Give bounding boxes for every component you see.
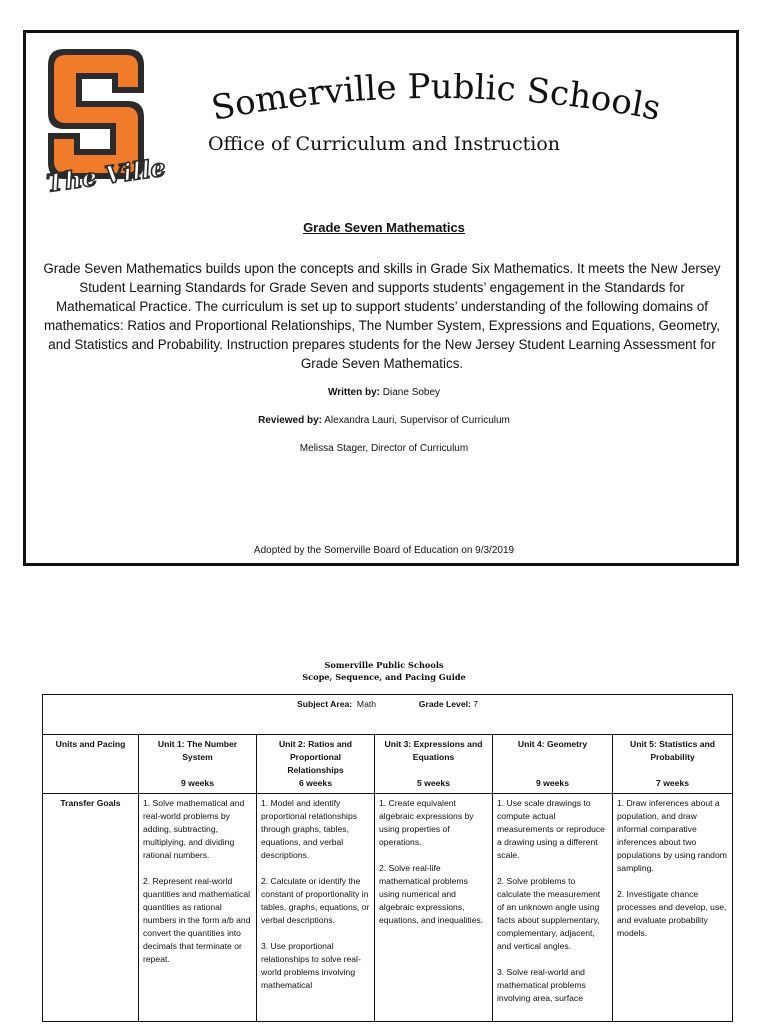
subject-cell: Subject Area: Math Grade Level: 7	[43, 695, 733, 735]
second-reviewer: Melissa Stager, Director of Curriculum	[299, 443, 469, 454]
unit-header: Unit 5: Statistics and Probability 7 weeks	[613, 735, 733, 794]
guide-school-name: Somerville Public Schools	[324, 660, 444, 670]
transfer-goals-row	[43, 794, 733, 1022]
school-name: Somerville Public Schools	[208, 73, 664, 129]
unit-header: Unit 1: The Number System 9 weeks	[139, 735, 257, 794]
unit1-goals: 1. Solve mathematical and real-world problems by adding, subtracting, multiplying, and dividing rational numbers. 2. Represent real-world quantities and mathematical quantities as rational numbers in the form a/b and convert the quantities into decimals that terminate or repeat.	[139, 794, 257, 1022]
corner-header: Units and Pacing	[43, 735, 139, 794]
written-by: Written by: Diane Sobey	[327, 387, 441, 398]
unit-header: Unit 4: Geometry 9 weeks	[493, 735, 613, 794]
office-subtitle: Office of Curriculum and Instruction	[207, 133, 561, 155]
pacing-guide-table	[42, 694, 733, 1022]
unit5-goals: 1. Draw inferences about a population, and draw informal comparative inferences about two populations by using random sampling. 2. Investigate chance processes and develop, use, and evaluate probability models.	[613, 794, 733, 1022]
cover-page-frame	[23, 30, 739, 566]
unit2-goals: 1. Model and identify proportional relationships through graphs, tables, equations, and verbal descriptions. 2. Calculate or identify the constant of proportionality in tables, graphs, equations, or verbal descriptions. 3. Use proportional relationships to solve real-world problems involving mathematical	[257, 794, 375, 1022]
logo-script-text: The Ville	[44, 152, 168, 198]
intro-paragraph: Grade Seven Mathematics builds upon the concepts and skills in Grade Six Mathematics. It meets the New Jersey Student Learning Standards for Grade Seven and supports students’ engagement in the Standards for Mathematical Practice. The curriculum is set up to support students’ understanding of the following domains of mathematics: Ratios and Proportional Relationships, The Number System, Expressions and Equations, Geometry, and Statistics and Probability. Instruction prepares students for the New Jersey Student Learning Assessment for Grade Seven Mathematics.	[43, 261, 721, 371]
unit-header: Unit 3: Expressions and Equations 5 weeks	[375, 735, 493, 794]
row-label: Transfer Goals	[43, 794, 139, 1022]
unit3-goals: 1. Create equivalent algebraic expressions by using properties of operations. 2. Solve real-life mathematical problems using numerical and algebraic expressions, equations, and inequalities.	[375, 794, 493, 1022]
unit-header-row	[43, 735, 733, 794]
unit-header: Unit 2: Ratios and Proportional Relationships 6 weeks	[257, 735, 375, 794]
subject-row	[43, 695, 733, 735]
guide-title: Scope, Sequence, and Pacing Guide	[302, 672, 466, 682]
school-logo	[40, 45, 168, 198]
logo-s-fill	[54, 55, 138, 173]
document-title: Grade Seven Mathematics	[303, 220, 465, 235]
adoption-note: Adopted by the Somerville Board of Education on 9/3/2019	[253, 545, 515, 556]
svg-text:Somerville Public Schools	[208, 73, 664, 129]
reviewed-by: Reviewed by: Alexandra Lauri, Supervisor of Curriculum	[258, 415, 510, 426]
unit4-goals: 1. Use scale drawings to compute actual measurements or reproduce a drawing using a different scale. 2. Solve problems to calculate the measurement of an unknown angle using facts about supplementary, complementary, adjacent, and vertical angles. 3. Solve real-world and mathematical problems involving area, surface	[493, 794, 613, 1022]
